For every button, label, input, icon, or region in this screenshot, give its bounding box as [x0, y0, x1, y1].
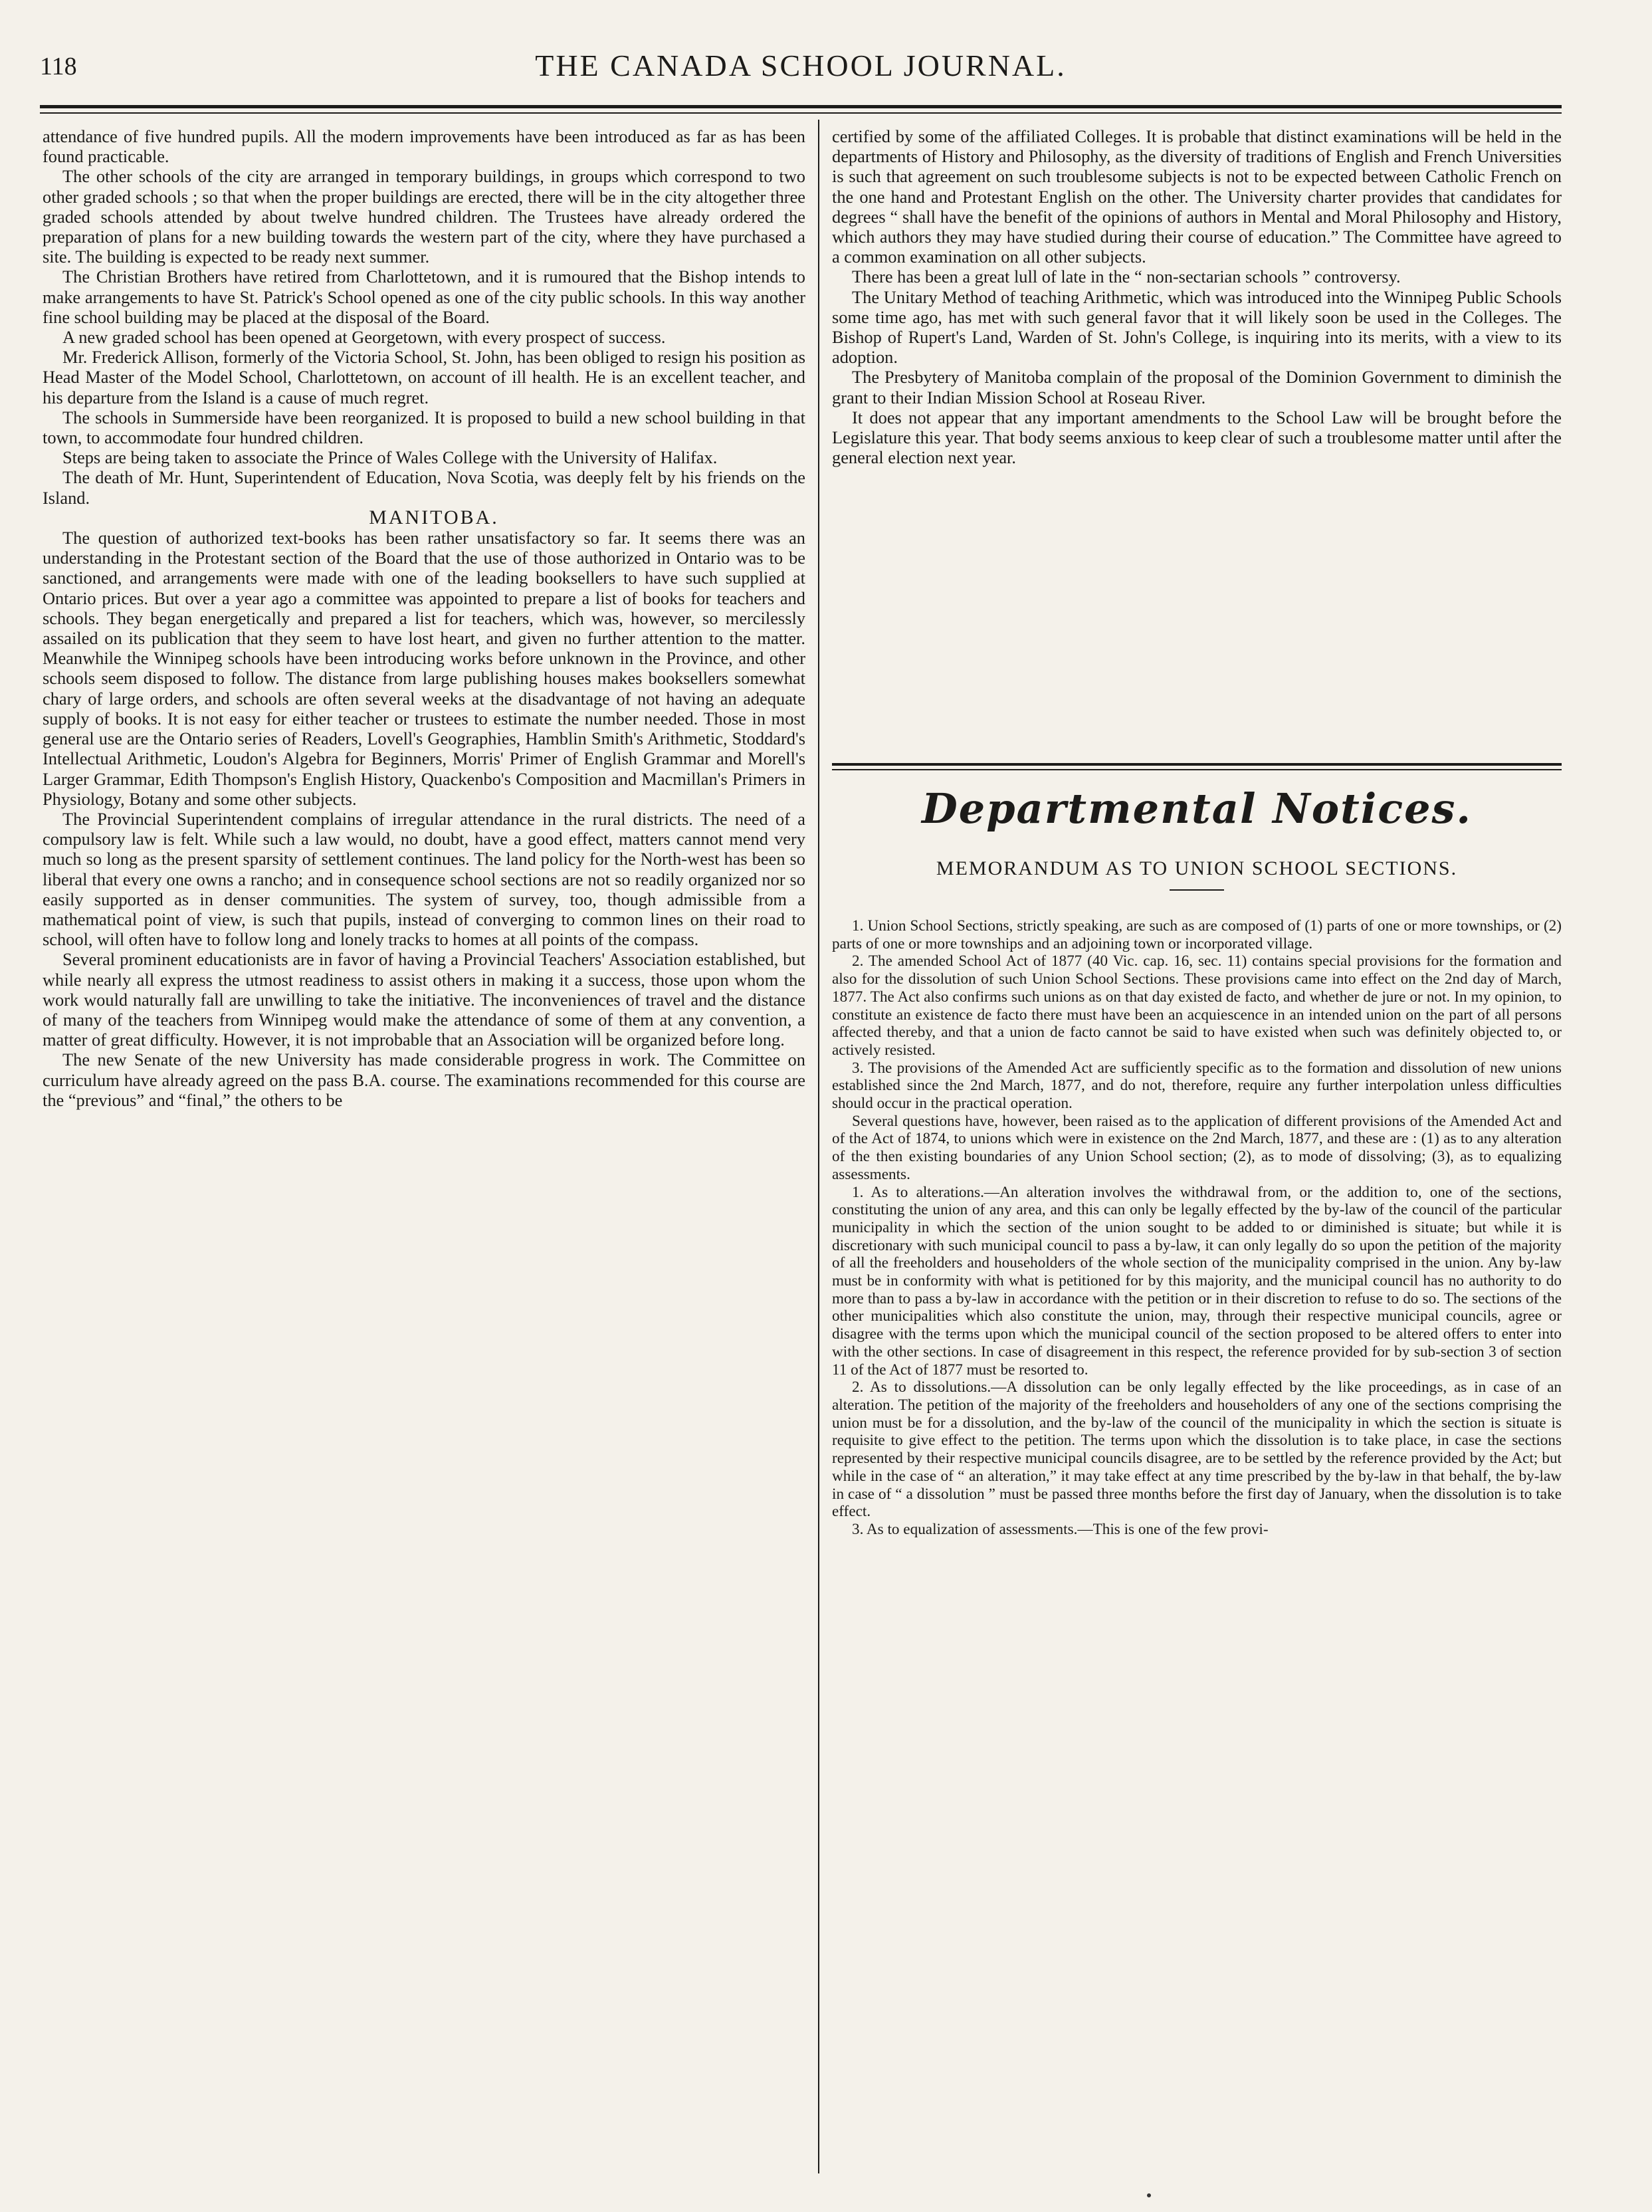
paragraph: 2. The amended School Act of 1877 (40 Vic. cap. 16, sec. 11) contains special provisions for the formation and also for the dissolution of such Union School Sections. These provisions came into effect on the 2nd day of March, 1877. The Act also confirms such unions as on that day existed de facto, and whether de jure or not. In my opinion, to constitute an existence de facto there must have been an acquiescence in an intended union on the part of all persons affected thereby, and that a union de facto cannot be said to have existed when such was definitely objected to, or actively resisted. [832, 952, 1562, 1059]
paragraph: The Christian Brothers have retired from Charlottetown, and it is rumoured that the Bishop intends to make arrangements to have St. Patrick's School opened as one of the city public schools. In this way another fine school building may be placed at the disposal of the Board. [43, 267, 805, 327]
paragraph: Several questions have, however, been raised as to the application of different provisions of the Amended Act and of the Act of 1874, to unions which were in existence on the 2nd March, 1877, and these are : (1) as to any alteration of the then existing boundaries of any Union School section; (2), as to mode of dissolving; (3), as to equalizing assessments. [832, 1112, 1562, 1183]
paragraph: The question of authorized text-books has been rather unsatisfactory so far. It seems there was an understanding in the Protestant section of the Board that the use of those authorized in Ontario was to be sanctioned, and arrangements were made with one of the leading booksellers to have such supplied at Ontario prices. But over a year ago a committee was appointed to prepare a list of books for teachers and schools. They began energetically and prepared a list for teachers, which was, however, so mercilessly assailed on its publication that they seem to have lost heart, and given no further attention to the matter. Meanwhile the Winnipeg schools have been introducing works before unknown in the Province, and other schools seem disposed to follow. The distance from large publishing houses makes booksellers somewhat chary of large orders, and schools are often several weeks at the disadvantage of not having an adequate supply of books. It is not easy for either teacher or trustees to estimate the number needed. Those in most general use are the Ontario series of Readers, Lovell's Geographies, Hamblin Smith's Arithmetic, Stoddard's Intellectual Arithmetic, Loudon's Algebra for Beginners, Morris' Primer of English Grammar and Morell's Larger Grammar, Edith Thompson's English History, Quackenbo's Composition and Macmillan's Primers in Physiology, Botany and some other subjects. [43, 528, 805, 809]
page-number: 118 [40, 53, 77, 80]
right-column-top [832, 126, 1562, 467]
paragraph: The new Senate of the new University has made considerable progress in work. The Committee on curriculum have already agreed on the pass B.A. course. The examinations recommended for this course are the “previous” and “final,” the others to be [43, 1050, 805, 1110]
header-rule-thick [40, 105, 1562, 108]
section-separator [832, 763, 1562, 770]
paragraph: 1. Union School Sections, strictly speaking, are such as are composed of (1) parts of one or more townships, or (2) parts of one or more townships and an adjoining town or incorporated village. [832, 917, 1562, 952]
paragraph: Steps are being taken to associate the Prince of Wales College with the University of Halifax. [62, 447, 718, 468]
journal-title: THE CANADA SCHOOL JOURNAL. [535, 49, 1067, 82]
section-heading-manitoba: MANITOBA. [369, 506, 499, 528]
header-rule-thin [40, 112, 1562, 114]
paragraph: The other schools of the city are arranged in temporary buildings, in groups which correspond to two other graded schools ; so that when the proper buildings are erected, there will be in the city altogether three graded schools attended by about twelve hundred children. The Trustees have already ordered the preparation of plans for a new building towards the western part of the city, where they have purchased a site. The building is expected to be ready next summer. [43, 166, 805, 267]
paragraph: It does not appear that any important amendments to the School Law will be brought before the Legislature this year. That body seems anxious to keep clear of such a troublesome matter until after the general election next year. [832, 407, 1562, 468]
paragraph: The schools in Summerside have been reorganized. It is proposed to build a new school building in that town, to accommodate four hundred children. [43, 407, 805, 448]
memorandum-rule [1170, 889, 1224, 891]
left-column [43, 126, 805, 1110]
column-divider [818, 120, 819, 2173]
departmental-notices-title: Departmental Notices. [921, 784, 1473, 833]
paragraph: Mr. Frederick Allison, formerly of the Victoria School, St. John, has been obliged to resign his position as Head Master of the Model School, Charlottetown, on account of ill health. He is an excellent teacher, and his departure from the Island is a cause of much regret. [43, 347, 805, 407]
paragraph: The Provincial Superintendent complains of irregular attendance in the rural districts. The need of a compulsory law is felt. While such a law would, no doubt, have a good effect, matters cannot mend very much so long as the present sparsity of settlement continues. The land policy for the North-west has been so liberal that every one owns a rancho; and in consequence school sections are not so readily organized nor so easily supported as in denser communities. The system of survey, too, though admissible from a mathematical point of view, is such that pupils, instead of converging to common lines on their road to school, will often have to follow long and lonely tracks to homes at all points of the compass. [43, 808, 805, 950]
paragraph: 2. As to dissolutions.—A dissolution can be only legally effected by the like proceedings, as in case of an alteration. The petition of the majority of the freeholders and householders of any one of the sections comprising the union must be for a dissolution, and the by-law of the council of the municipality in which the section is situate is requisite to give effect to the petition. The terms upon which the dissolution is to take place, in case the sections represented by their respective municipal councils disagree, are to be settled by the reference provided by the Act; but while in the case of “ an alteration,” it may take effect at any time prescribed by the by-law in that behalf, the by-law in case of “ a dissolution ” must be passed three months before the first day of January, when the dissolution is to take effect. [832, 1379, 1562, 1521]
print-speck [1147, 2193, 1151, 2197]
paragraph: certified by some of the affiliated Colleges. It is probable that distinct examinations will be held in the departments of History and Philosophy, as the diversity of traditions of English and French Universities is such that agreement on such troublesome subjects is not to be expected between Catholic French on the one hand and Protestant English on the other. The University charter provides that candidates for degrees “ shall have the benefit of the opinions of authors in Mental and Moral Philosophy and History, which authors they may have studied during their course of education.” The Committee have agreed to a common examination on all other subjects. [832, 126, 1562, 267]
paragraph: There has been a great lull of late in the “ non-sectarian schools ” controversy. [852, 267, 1401, 287]
paragraph: Several prominent educationists are in favor of having a Provincial Teachers' Association established, but while nearly all express the utmost readiness to assist others in making it a success, those upon whom the work would naturally fall are unwilling to take the initiative. The inconveniences of travel and the distance of many of the teachers from Winnipeg would make the attendance of some of them at any convention, a matter of great difficulty. However, it is not improbable that an Association will be organized before long. [43, 949, 805, 1050]
page-header [40, 39, 1562, 92]
paragraph: 3. The provisions of the Amended Act are sufficiently specific as to the formation and dissolution of new unions established since the 2nd March, 1877, and do not, therefore, require any further interpolation unless difficulties should occur in the practical operation. [832, 1059, 1562, 1113]
memorandum-body [832, 917, 1562, 1539]
paragraph: 1. As to alterations.—An alteration involves the withdrawal from, or the addition to, one of the sections, constituting the union of any area, and this can only be legally effected by the by-law of the council of the particular municipality in which the section of the union sought to be added to or diminished is situate; but while it is discretionary with such municipal council to pass a by-law, it can only legally do so upon the petition of the majority of all the freeholders and householders of the whole section of the municipality comprised in the union. Any by-law must be in conformity with what is petitioned for by this majority, and the municipal council has no authority to do more than to pass a by-law in accordance with the petition or in their discretion to refuse to do so. The sections of the other municipalities which also constitute the union, may, through their respective municipal councils, agree or disagree with the terms upon which the municipal council of the section proposed to be altered offers to enter into with the other sections. In case of disagreement in this respect, the reference provided for by sub-section 3 of section 11 of the Act of 1877 must be resorted to. [832, 1183, 1562, 1379]
paragraph: 3. As to equalization of assessments.—This is one of the few provi- [852, 1520, 1269, 1538]
memorandum-title: MEMORANDUM AS TO UNION SCHOOL SECTIONS. [936, 857, 1458, 879]
paragraph: The Presbytery of Manitoba complain of the proposal of the Dominion Government to diminish the grant to their Indian Mission School at Roseau River. [832, 367, 1562, 407]
paragraph: A new graded school has been opened at Georgetown, with every prospect of success. [62, 327, 666, 348]
paragraph: The Unitary Method of teaching Arithmetic, which was introduced into the Winnipeg Public Schools some time ago, has met with such general favor that it will likely soon be used in the Colleges. The Bishop of Rupert's Land, Warden of St. John's College, is inquiring into its merits, with a view to its adoption. [832, 286, 1562, 368]
paragraph: attendance of five hundred pupils. All the modern improvements have been introduced as far as has been found practicable. [43, 126, 805, 167]
paragraph: The death of Mr. Hunt, Superintendent of Education, Nova Scotia, was deeply felt by his friends on the Island. [43, 467, 805, 508]
